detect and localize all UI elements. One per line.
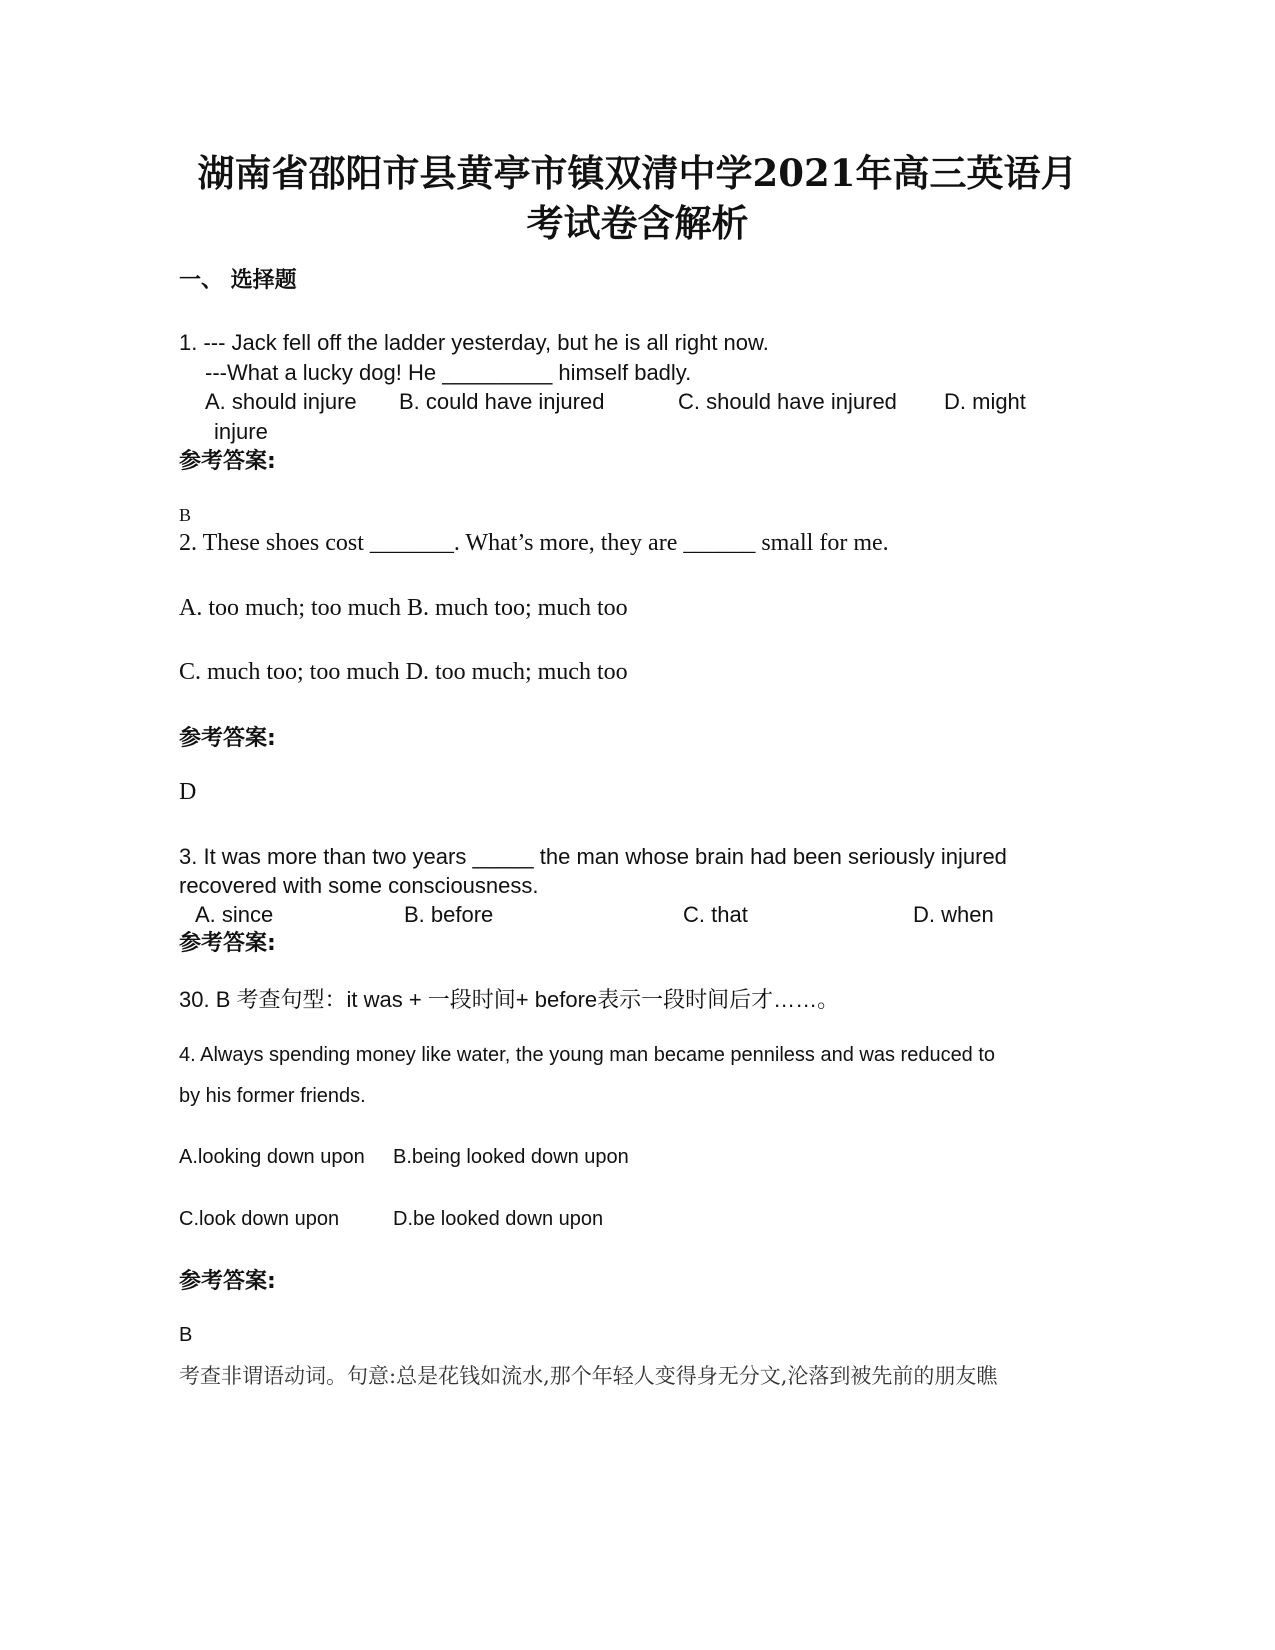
question-4-option-b: B.being looked down upon: [393, 1146, 629, 1168]
question-2-stem: 2. These shoes cost _______. What’s more, they are ______ small for me.: [179, 530, 889, 556]
question-1-option-d: D. might: [944, 389, 1026, 414]
question-3-stem-line-2: recovered with some consciousness.: [179, 873, 539, 898]
question-4-stem-line-1: 4. Always spending money like water, the young man became penniless and was reduced to: [179, 1044, 996, 1066]
question-4-answer-label: 参考答案:: [179, 1269, 276, 1294]
document-title: [150, 148, 1125, 248]
question-1-option-a: A. should injure: [205, 389, 357, 414]
section-heading: 一、 选择题: [179, 268, 297, 293]
question-1-stem-line-2: ---What a lucky dog! He _________ himself badly.: [205, 360, 692, 385]
question-1-answer: B: [179, 505, 192, 525]
document-title-line-2: 考试卷含解析: [526, 201, 749, 245]
question-3-option-a: A. since: [195, 902, 274, 927]
question-1-answer-label: 参考答案:: [179, 449, 276, 474]
question-2-answer-label: 参考答案:: [179, 726, 276, 751]
question-4-option-a: A.looking down upon: [179, 1146, 365, 1168]
question-3-option-b: B. before: [404, 902, 494, 927]
document-title-line-1: 湖南省邵阳市县黄亭市镇双清中学2021年高三英语月: [197, 151, 1078, 195]
question-4-option-c: C.look down upon: [179, 1208, 340, 1230]
question-3-answer-label: 参考答案:: [179, 931, 276, 956]
question-1-option-d-continued: injure: [214, 419, 268, 444]
question-3-option-c: C. that: [683, 902, 748, 927]
question-2-options-line-2: C. much too; too much D. too much; much too: [179, 659, 628, 685]
question-4-stem-line-2: by his former friends.: [179, 1085, 366, 1107]
question-4-explanation: 考查非谓语动词。句意:总是花钱如流水,那个年轻人变得身无分文,沦落到被先前的朋友瞧: [179, 1364, 998, 1388]
question-1-stem-line-1: 1. --- Jack fell off the ladder yesterday, but he is all right now.: [179, 330, 769, 355]
question-1-option-b: B. could have injured: [399, 389, 605, 414]
question-3-stem-line-1: 3. It was more than two years _____ the man whose brain had been seriously injured: [179, 844, 1007, 869]
question-1-option-c: C. should have injured: [678, 389, 897, 414]
question-3-answer: 30. B 考查句型：it was + 一段时间+ before表示一段时间后才……。: [179, 987, 840, 1012]
question-4-answer: B: [179, 1324, 193, 1346]
question-4-option-d: D.be looked down upon: [393, 1208, 604, 1230]
question-2-answer: D: [179, 779, 197, 805]
question-2-options-line-1: A. too much; too much B. much too; much too: [179, 595, 628, 621]
question-3-option-d: D. when: [913, 902, 994, 927]
